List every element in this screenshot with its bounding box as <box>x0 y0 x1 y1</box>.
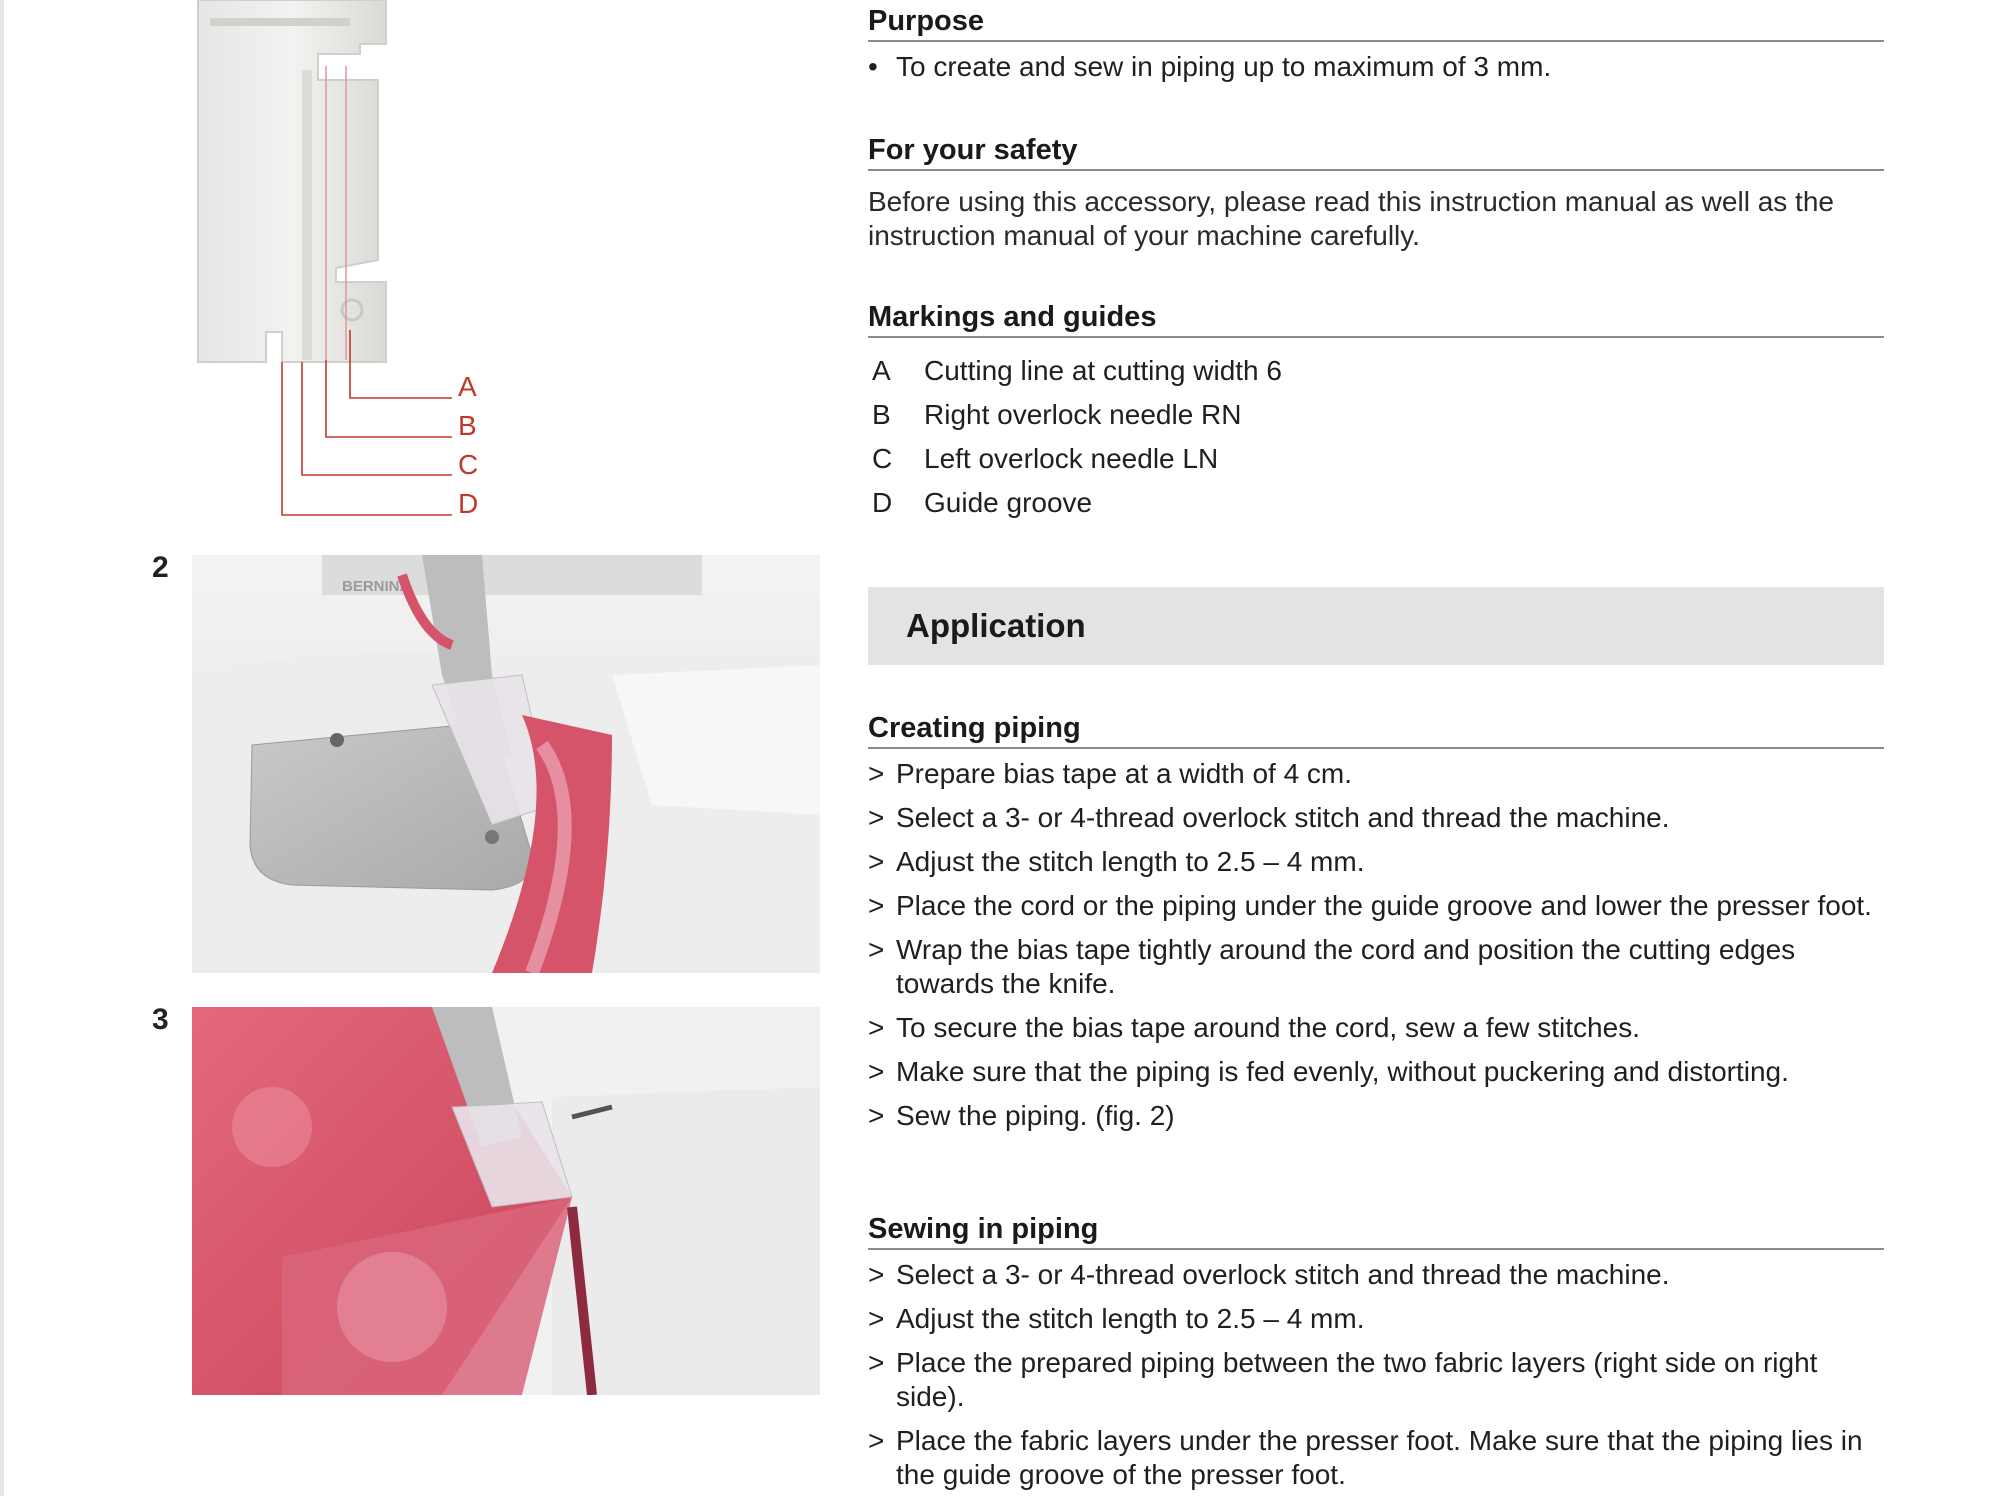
safety-section <box>868 133 1884 253</box>
creating-step: > Prepare bias tape at a width of 4 cm. <box>868 758 1353 789</box>
sewing-step: > Place the prepared piping between the two fabric layers (right side on right side). <box>868 1347 1818 1412</box>
marking-item-b: B Right overlock needle RN <box>872 399 1242 430</box>
sewing-step: > Adjust the stitch length to 2.5 – 4 mm. <box>868 1303 1365 1334</box>
sewing-piping-heading: Sewing in piping <box>868 1212 1884 1250</box>
purpose-section <box>868 4 1884 84</box>
application-bar <box>868 587 1884 665</box>
label-c: C <box>458 449 479 480</box>
purpose-bullet <box>868 50 1884 84</box>
safety-heading: For your safety <box>868 133 1884 171</box>
markings-section <box>868 300 1884 530</box>
figure-3-photo <box>192 1007 820 1395</box>
brand-label: BERNINA <box>342 578 411 595</box>
safety-text: Before using this accessory, please read this instruction manual as well as the instruction manual of your machine carefully. <box>868 186 1834 251</box>
figure-2-photo <box>192 555 820 973</box>
presser-foot-diagram <box>190 0 530 530</box>
purpose-text: To create and sew in piping up to maximum of 3 mm. <box>896 51 1552 82</box>
bullet-marker: • <box>868 51 878 82</box>
sewing-step: > Place the fabric layers under the presser foot. Make sure that the piping lies in the guide groove of the presser foot. <box>868 1425 1863 1490</box>
purpose-heading: Purpose <box>868 4 1884 42</box>
creating-step: > Select a 3- or 4-thread overlock stitch and thread the machine. <box>868 802 1670 833</box>
creating-step: > Adjust the stitch length to 2.5 – 4 mm. <box>868 846 1365 877</box>
creating-step: > To secure the bias tape around the cord, sew a few stitches. <box>868 1012 1640 1043</box>
application-title: Application <box>906 607 1086 644</box>
sewing-piping-section <box>868 1212 1884 1502</box>
leader-c <box>302 362 452 475</box>
figure-3-number: 3 <box>152 1003 169 1036</box>
label-b: B <box>458 410 477 441</box>
marking-item-c: C Left overlock needle LN <box>872 443 1219 474</box>
creating-step: > Make sure that the piping is fed evenly, without puckering and distorting. <box>868 1056 1789 1087</box>
leader-d <box>282 362 452 515</box>
creating-piping-heading: Creating piping <box>868 711 1884 749</box>
marking-item-d: D Guide groove <box>872 487 1093 518</box>
page-edge <box>0 0 4 1496</box>
creating-piping-section <box>868 711 1884 1143</box>
figure-2-number: 2 <box>152 551 169 584</box>
markings-heading: Markings and guides <box>868 300 1884 338</box>
label-a: A <box>458 371 477 402</box>
creating-step: > Place the cord or the piping under the guide groove and lower the presser foot. <box>868 890 1872 921</box>
label-d: D <box>458 488 479 519</box>
sewing-step: > Select a 3- or 4-thread overlock stitch and thread the machine. <box>868 1259 1670 1290</box>
creating-step: > Sew the piping. (fig. 2) <box>868 1100 1175 1131</box>
creating-step: > Wrap the bias tape tightly around the cord and position the cutting edges towards the knife. <box>868 934 1796 999</box>
marking-item-a: A Cutting line at cutting width 6 <box>872 355 1282 386</box>
